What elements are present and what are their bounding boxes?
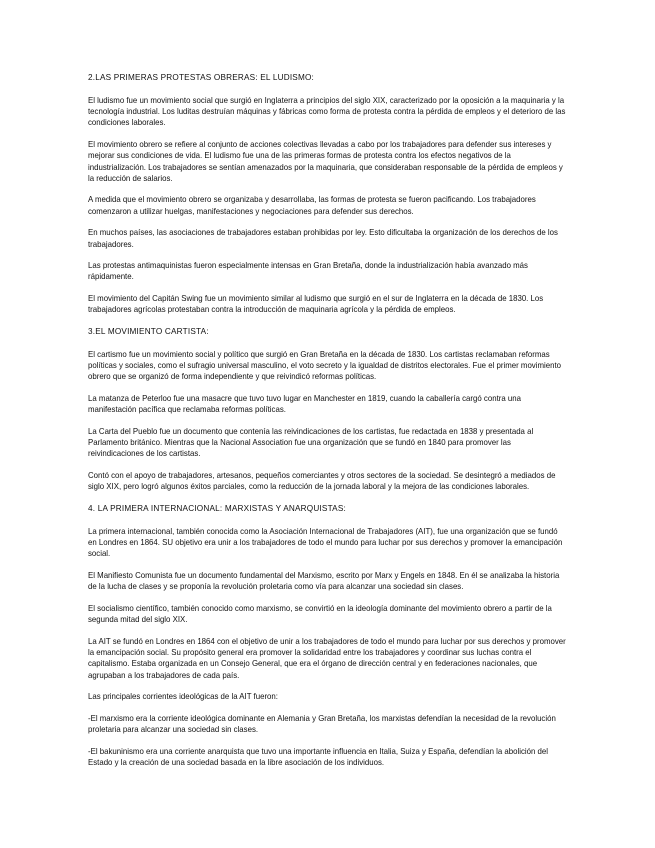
paragraph: El movimiento del Capitán Swing fue un movimiento similar al ludismo que surgió en el sur de Inglaterra en la década de 1830. Los trabajadores agrícolas protestaban contra la introducción de maquinaria agrícola y la pérdida de empleos. [88, 294, 544, 315]
list-item-bakuninismo: -El bakuninismo era una corriente anarquista que tuvo una importante influencia en Italia, Suiza y España, defendían la abolición del Estado y la creación de una sociedad basada en la libre asociación de los individuos. [88, 746, 549, 768]
paragraph: El ludismo fue un movimiento social que surgió en Inglaterra a principios del siglo XIX, caracterizado por la oposición a la maquinaria y la tecnología industrial. Los luditas destruían máquinas y fábricas como forma de protesta contra la pérdida de empleos y el deterioro de las condiciones laborales. [88, 96, 566, 128]
paragraph: El socialismo científico, también conocido como marxismo, se convirtió en la ideología dominante del movimiento obrero a partir de la segunda mitad del siglo XIX. [88, 604, 552, 625]
paragraph: El cartismo fue un movimiento social y político que surgió en Gran Bretaña en la década de 1830. Los cartistas reclamaban reformas políticas y sociales, como el sufragio universal masculino, el voto secreto y la igualdad de distritos electorales. Fue el primer movimiento obrero que se organizó de forma independiente y que reivindicó reformas políticas. [88, 350, 562, 382]
section-heading-internacional: 4. LA PRIMERA INTERNACIONAL: MARXISTAS Y ANARQUISTAS: [88, 504, 346, 514]
paragraph: El movimiento obrero se refiere al conjunto de acciones colectivas llevadas a cabo por los trabajadores para defender sus intereses y mejorar sus condiciones de vida. El ludismo fue una de las primeras formas de protesta contra los efectos negativos de la industrialización. Los trabajadores se sentían amenazados por la maquinaria, que consideraban responsable de la pérdida de empleos y la reducción de salarios. [88, 140, 563, 183]
paragraph: La AIT se fundó en Londres en 1864 con el objetivo de unir a los trabajadores de todo el mundo para luchar por sus derechos y promover la emancipación social. Su propósito general era promover la solidaridad entre los trabajadores y coordinar sus luchas contra el capitalismo. Estaba organizada en un Consejo General, que era el órgano de dirección central y en federaciones nacionales, que agrupaban a los trabajadores de cada país. [88, 637, 566, 680]
list-item-marxismo: -El marxismo era la corriente ideológica dominante en Alemania y Gran Bretaña, los marxistas defendían la necesidad de la revolución proletaria para alcanzar una sociedad sin clases. [88, 714, 556, 735]
section-heading-cartismo: 3.EL MOVIMIENTO CARTISTA: [88, 327, 209, 337]
paragraph: La primera internacional, también conocida como la Asociación Internacional de Trabajadores (AIT), fue una organización que se fundó en Londres en 1864. SU objetivo era unir a los trabajadores de todo el mundo para luchar por sus derechos y promover la emancipación social. [88, 527, 563, 559]
paragraph: La Carta del Pueblo fue un documento que contenía las reivindicaciones de los cartistas, fue redactada en 1838 y presentada al Parlamento británico. Mientras que la Nacional Association fue una organización que se fundó en 1840 para promover las reivindicaciones de los cartistas. [88, 427, 534, 459]
paragraph: En muchos países, las asociaciones de trabajadores estaban prohibidas por ley. Esto dificultaba la organización de los derechos de los trabajadores. [88, 228, 558, 249]
paragraph: Contó con el apoyo de trabajadores, artesanos, pequeños comerciantes y otros sectores de la sociedad. Se desintegró a mediados de siglo XIX, pero logró algunos éxitos parciales, como la reducción de la jornada laboral y la mejora de las condiciones laborales. [88, 471, 556, 492]
paragraph: A medida que el movimiento obrero se organizaba y desarrollaba, las formas de protesta se fueron pacificando. Los trabajadores comenzaron a utilizar huelgas, manifestaciones y negociaciones para defender sus derechos. [88, 195, 536, 216]
paragraph: Las principales corrientes ideológicas de la AIT fueron: [88, 692, 278, 702]
section-heading-ludismo: 2.LAS PRIMERAS PROTESTAS OBRERAS: EL LUDISMO: [88, 73, 315, 82]
paragraph: Las protestas antimaquinistas fueron especialmente intensas en Gran Bretaña, donde la industrialización había avanzado más rápidamente. [88, 261, 528, 282]
paragraph: El Manifiesto Comunista fue un documento fundamental del Marxismo, escrito por Marx y Engels en 1848. En él se analizaba la historia de la lucha de clases y se proponía la revolución proletaria como vía para alcanzar una sociedad sin clases. [88, 571, 560, 592]
paragraph: La matanza de Peterloo fue una masacre que tuvo tuvo lugar en Manchester en 1819, cuando la caballería cargó contra una manifestación pacífica que reclamaba reformas políticas. [88, 394, 521, 415]
